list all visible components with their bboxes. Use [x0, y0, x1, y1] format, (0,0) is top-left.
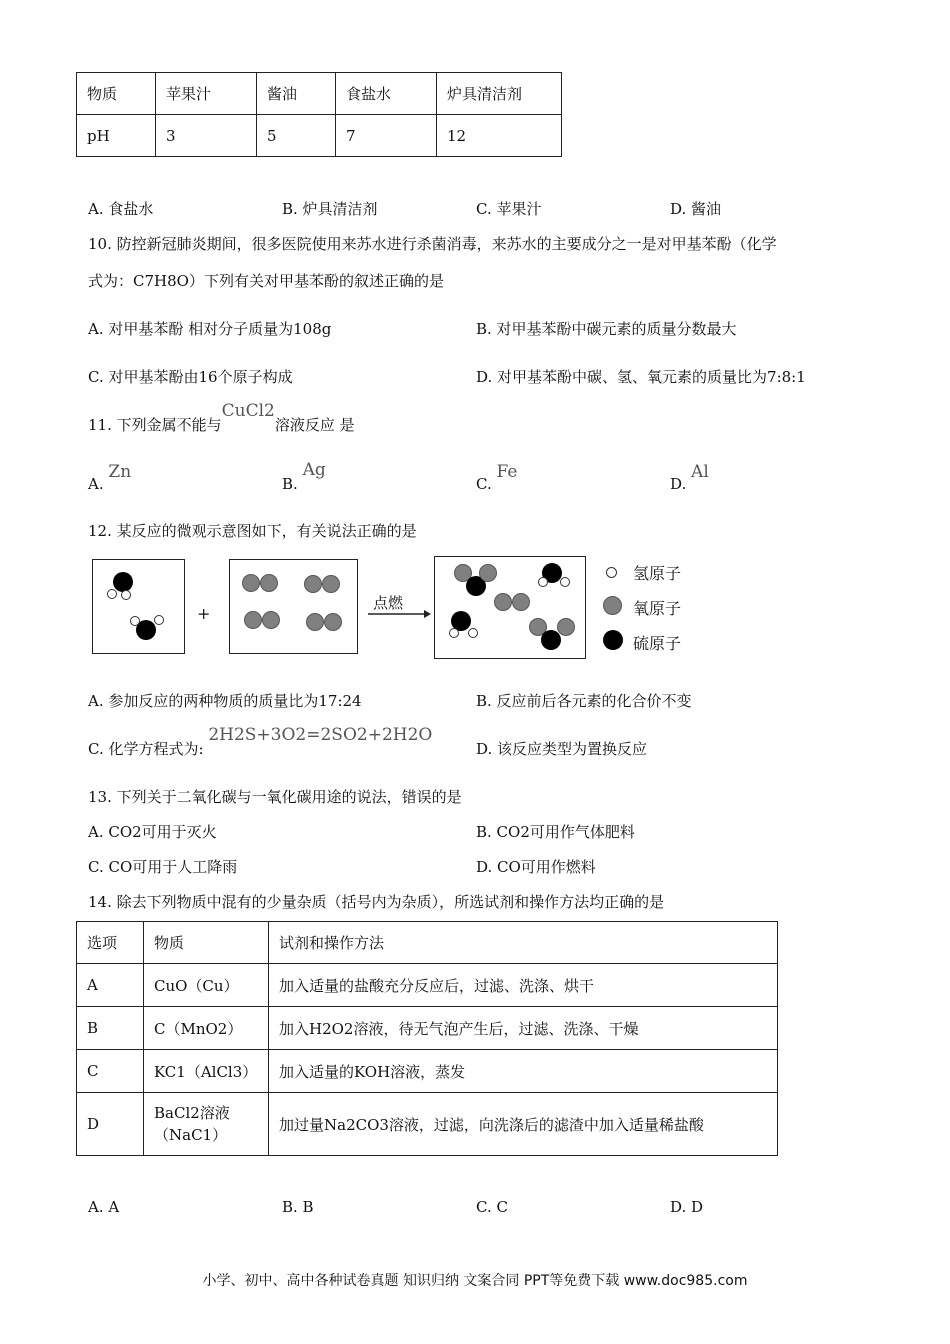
q10-option-b: B. 对甲基苯酚中碳元素的质量分数最大: [476, 320, 737, 338]
footer-link-text[interactable]: 小学、初中、高中各种试卷真题 知识归纳 文案合同 PPT等免费下载 www.doc985.com: [202, 1273, 748, 1289]
sulfur-legend-icon: [603, 630, 623, 650]
q10-option-a: A. 对甲基苯酚 相对分子质量为108g: [88, 320, 332, 338]
plus-sign: +: [197, 604, 211, 623]
oxygen-atom: [512, 593, 530, 611]
q11-suffix: 溶液反应 是: [274, 416, 355, 434]
table-header: 试剂和操作方法: [269, 922, 778, 964]
q11-stem: [88, 400, 355, 434]
table-cell: 酱油: [257, 73, 336, 115]
reaction-arrow-icon: [366, 608, 432, 620]
hydrogen-atom: [538, 577, 548, 587]
hydrogen-atom: [130, 616, 140, 626]
legend-hydrogen: 氢原子: [633, 564, 682, 583]
oxygen-atom: [306, 613, 324, 631]
q10-stem-line1: 10. 防控新冠肺炎期间，很多医院使用来苏水进行杀菌消毒，来苏水的主要成分之一是对甲基苯酚（化学: [88, 235, 777, 253]
oxygen-atom: [494, 593, 512, 611]
hydrogen-atom: [154, 615, 164, 625]
table-cell: 物质: [77, 73, 156, 115]
table-cell: 3: [156, 115, 257, 157]
legend-oxygen: 氧原子: [633, 599, 682, 618]
q13-stem: 13. 下列关于二氧化碳与一氧化碳用途的说法，错误的是: [88, 788, 462, 806]
table-cell: 苹果汁: [156, 73, 257, 115]
q13-option-b: B. CO2可用作气体肥料: [476, 823, 635, 841]
product-box: [434, 556, 586, 659]
q14-option-c: C. C: [476, 1198, 508, 1216]
oxygen-atom: [262, 611, 280, 629]
reactant-box-1: [92, 559, 185, 654]
q13-option-c: C. CO可用于人工降雨: [88, 858, 238, 876]
q12-option-b: B. 反应前后各元素的化合价不变: [476, 692, 692, 710]
q14-table: [76, 921, 778, 1156]
hydrogen-atom: [107, 589, 117, 599]
q12-stem: 12. 某反应的微观示意图如下，有关说法正确的是: [88, 522, 417, 540]
table-header: 选项: [77, 922, 144, 964]
table-cell: 7: [336, 115, 437, 157]
q11-option-a: A. Zn: [88, 462, 132, 493]
q12-option-a: A. 参加反应的两种物质的质量比为17:24: [88, 692, 362, 710]
ph-table: [76, 72, 562, 157]
sulfur-atom: [541, 630, 561, 650]
table-header: 物质: [144, 922, 269, 964]
hydrogen-atom: [468, 628, 478, 638]
reactant-box-2: [229, 559, 358, 654]
table-cell: 炉具清洁剂: [437, 73, 562, 115]
table-cell: 食盐水: [336, 73, 437, 115]
equation: 2H2S+3O2=2SO2+2H2O: [208, 725, 433, 745]
q14-option-b: B. B: [282, 1198, 314, 1216]
legend-sulfur: 硫原子: [633, 634, 682, 653]
q11-option-b: B. Ag: [282, 460, 326, 493]
oxygen-atom: [557, 618, 575, 636]
hydrogen-legend-icon: [606, 567, 617, 578]
sulfur-atom: [113, 572, 133, 592]
oxygen-atom: [322, 575, 340, 593]
q9-option-c: C. 苹果汁: [476, 200, 542, 218]
table-cell: 5: [257, 115, 336, 157]
q10-option-c: C. 对甲基苯酚由16个原子构成: [88, 368, 293, 386]
table-cell: pH: [77, 115, 156, 157]
q9-option-b: B. 炉具清洁剂: [282, 200, 378, 218]
q12-option-c: C. 化学方程式为: 2H2S+3O2=2SO2+2H2O: [88, 725, 433, 758]
q12-option-d: D. 该反应类型为置换反应: [476, 740, 648, 758]
hydrogen-atom: [560, 577, 570, 587]
oxygen-atom: [260, 574, 278, 592]
table-row: B C（MnO2） 加入H2O2溶液，待无气泡产生后，过滤、洗涤、干燥: [77, 1007, 778, 1050]
hydrogen-atom: [449, 628, 459, 638]
q14-option-a: A. A: [88, 1198, 120, 1216]
q13-option-a: A. CO2可用于灭火: [88, 823, 217, 841]
q14-stem: 14. 除去下列物质中混有的少量杂质（括号内为杂质），所选试剂和操作方法均正确的是: [88, 893, 665, 911]
oxygen-atom: [324, 613, 342, 631]
q13-option-d: D. CO可用作燃料: [476, 858, 596, 876]
q10-option-d: D. 对甲基苯酚中碳、氢、氧元素的质量比为7:8:1: [476, 368, 806, 386]
table-row: A CuO（Cu） 加入适量的盐酸充分反应后，过滤、洗涤、烘干: [77, 964, 778, 1007]
q11-option-c: C. Fe: [476, 462, 518, 493]
oxygen-atom: [244, 611, 262, 629]
q9-option-d: D. 酱油: [670, 200, 722, 218]
table-row: D BaCl2溶液（NaC1） 加过量Na2CO3溶液，过滤，向洗涤后的滤渣中加入适量稀盐酸: [77, 1093, 778, 1156]
q11-formula: CuCl2: [221, 401, 275, 421]
table-cell: 12: [437, 115, 562, 157]
oxygen-legend-icon: [603, 596, 622, 615]
q11-prefix: 11. 下列金属不能与: [88, 416, 222, 434]
arrow-label: 点燃: [373, 594, 404, 612]
oxygen-atom: [242, 574, 260, 592]
hydrogen-atom: [121, 590, 131, 600]
q10-stem-line2: 式为：C7H8O）下列有关对甲基苯酚的叙述正确的是: [88, 272, 444, 290]
table-row: C KC1（AlCl3） 加入适量的KOH溶液，蒸发: [77, 1050, 778, 1093]
oxygen-atom: [479, 564, 497, 582]
q14-option-d: D. D: [670, 1198, 704, 1216]
q11-option-d: D. Al: [670, 462, 709, 493]
q9-option-a: A. 食盐水: [88, 200, 154, 218]
oxygen-atom: [304, 575, 322, 593]
